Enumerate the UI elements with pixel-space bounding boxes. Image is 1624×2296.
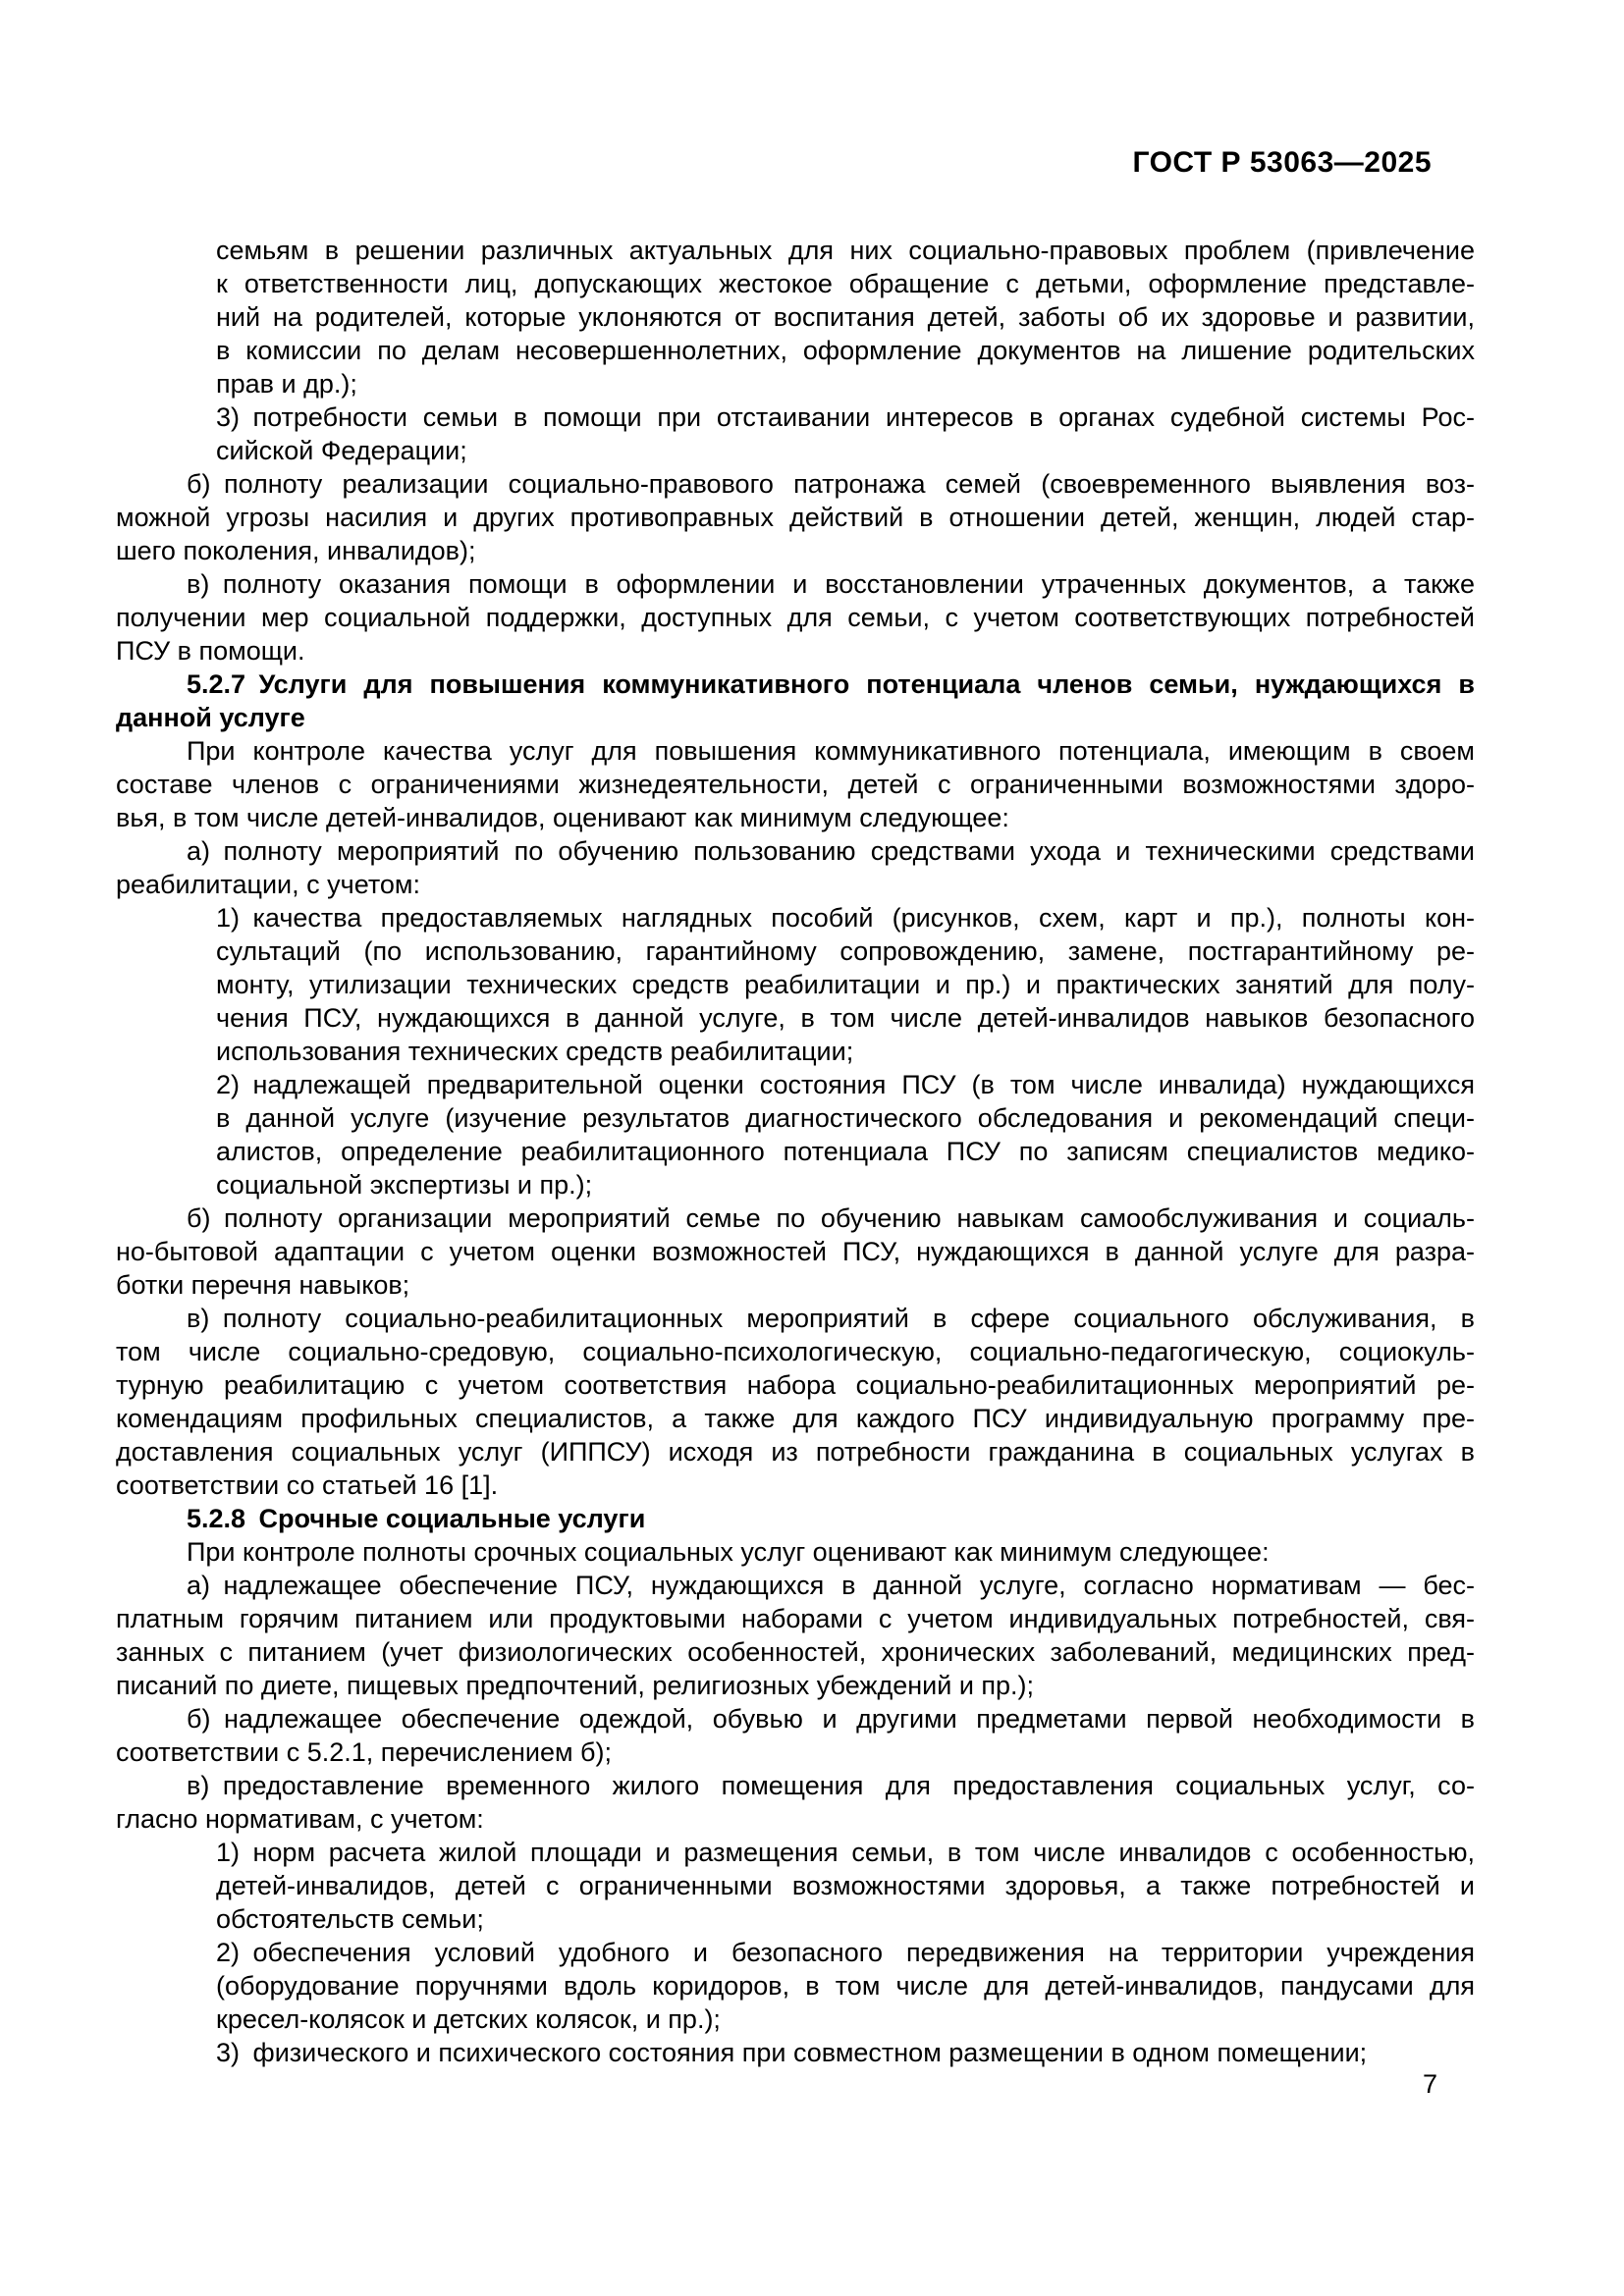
text-line: в данной услуге (изучение результатов диагностического обследования и рекомендаций специ- xyxy=(216,1103,1475,1133)
paragraph xyxy=(216,2036,1475,2069)
paragraph xyxy=(116,1302,1475,1502)
text-line: При контроле полноты срочных социальных услуг оценивают как минимум следующее: xyxy=(187,1537,1270,1567)
text-line: 1) норм расчета жилой площади и размещения семьи, в том числе инвалидов с особенностью, xyxy=(216,1838,1475,1867)
text-line: платным горячим питанием или продуктовыми наборами с учетом индивидуальных потребностей, свя- xyxy=(116,1604,1475,1633)
paragraph xyxy=(116,734,1475,834)
text-line: получении мер социальной поддержки, доступных для семьи, с учетом соответствующих потребностей xyxy=(116,603,1475,632)
text-line: турную реабилитацию с учетом соответствия набора социально-реабилитационных мероприятий ре- xyxy=(116,1370,1475,1400)
text-line: занных с питанием (учет физиологических особенностей, хронических заболеваний, медицинских пред- xyxy=(116,1637,1475,1667)
text-line: составе членов с ограничениями жизнедеятельности, детей с ограниченными возможностями здоро- xyxy=(116,770,1475,799)
text-line: социальной экспертизы и пр.); xyxy=(216,1170,593,1200)
paragraph xyxy=(116,1569,1475,1702)
paragraph xyxy=(216,1936,1475,2036)
text-line: алистов, определение реабилитационного потенциала ПСУ по записям специалистов медико- xyxy=(216,1137,1475,1166)
text-line: 2) обеспечения условий удобного и безопасного передвижения на территории учреждения xyxy=(216,1938,1475,1967)
text-line: в) полноту оказания помощи в оформлении и восстановлении утраченных документов, а также xyxy=(187,569,1475,599)
section-heading xyxy=(116,1502,1475,1535)
text-line: ботки перечня навыков; xyxy=(116,1270,410,1300)
text-line: ПСУ в помощи. xyxy=(116,636,305,666)
standard-designation: ГОСТ Р 53063—2025 xyxy=(1132,146,1432,179)
text-line: кресел-колясок и детских колясок, и пр.); xyxy=(216,2004,721,2034)
paragraph xyxy=(116,1201,1475,1302)
text-line: но-бытовой адаптации с учетом оценки возможностей ПСУ, нуждающихся в данной услуге для разра- xyxy=(116,1237,1475,1266)
text-line: использования технических средств реабилитации; xyxy=(216,1037,854,1066)
text-line: данной услуге xyxy=(116,703,305,732)
page-footer xyxy=(116,2067,1437,2101)
text-line: можной угрозы насилия и других противоправных действий в отношении детей, женщин, людей стар- xyxy=(116,503,1475,532)
text-line: чения ПСУ, нуждающихся в данной услуге, в том числе детей-инвалидов навыков безопасного xyxy=(216,1003,1475,1033)
paragraph xyxy=(116,467,1475,567)
text-line: в) предоставление временного жилого помещения для предоставления социальных услуг, со- xyxy=(187,1771,1475,1800)
text-line: в) полноту социально-реабилитационных мероприятий в сфере социального обслуживания, в xyxy=(187,1304,1475,1333)
document-body xyxy=(116,234,1475,2069)
text-line: писаний по диете, пищевых предпочтений, религиозных убеждений и пр.); xyxy=(116,1671,1035,1700)
paragraph xyxy=(216,901,1475,1068)
paragraph xyxy=(116,567,1475,667)
text-line: сийской Федерации; xyxy=(216,436,467,465)
text-line: обстоятельств семьи; xyxy=(216,1904,484,1934)
text-line: 5.2.8 Срочные социальные услуги xyxy=(187,1504,646,1533)
text-line: 2) надлежащей предварительной оценки состояния ПСУ (в том числе инвалида) нуждающихся xyxy=(216,1070,1475,1099)
paragraph xyxy=(116,1769,1475,1836)
text-line: детей-инвалидов, детей с ограниченными возможностями здоровья, а также потребностей и xyxy=(216,1871,1475,1900)
text-line: (оборудование поручнями вдоль коридоров, в том числе для детей-инвалидов, пандусами для xyxy=(216,1971,1475,2001)
text-line: ний на родителей, которые уклоняются от воспитания детей, заботы об их здоровье и развитии, xyxy=(216,302,1475,332)
paragraph xyxy=(216,234,1475,400)
text-line: соответствии с 5.2.1, перечислением б); xyxy=(116,1737,612,1767)
text-line: б) надлежащее обеспечение одеждой, обувью и другими предметами первой необходимости в xyxy=(187,1704,1475,1734)
text-line: а) полноту мероприятий по обучению пользованию средствами ухода и техническими средствами xyxy=(187,836,1475,866)
text-line: б) полноту организации мероприятий семье по обучению навыкам самообслуживания и социаль- xyxy=(187,1203,1475,1233)
text-line: вья, в том числе детей-инвалидов, оценивают как минимум следующее: xyxy=(116,803,1009,832)
text-line: 3) потребности семьи в помощи при отстаивании интересов в органах судебной системы Рос- xyxy=(216,402,1475,432)
paragraph xyxy=(116,834,1475,901)
text-line: прав и др.); xyxy=(216,369,357,399)
text-line: 5.2.7 Услуги для повышения коммуникативного потенциала членов семьи, нуждающихся в xyxy=(187,669,1475,699)
text-line: а) надлежащее обеспечение ПСУ, нуждающихся в данной услуге, согласно нормативам — бес- xyxy=(187,1571,1475,1600)
text-line: к ответственности лиц, допускающих жестокое обращение с детьми, оформление представле- xyxy=(216,269,1475,298)
paragraph xyxy=(116,1702,1475,1769)
text-line: б) полноту реализации социально-правового патронажа семей (своевременного выявления воз- xyxy=(187,469,1475,499)
text-line: сультаций (по использованию, гарантийному сопровождению, замене, постгарантийному ре- xyxy=(216,936,1475,966)
text-line: 1) качества предоставляемых наглядных пособий (рисунков, схем, карт и пр.), полноты кон- xyxy=(216,903,1475,933)
text-line: гласно нормативам, с учетом: xyxy=(116,1804,484,1834)
paragraph xyxy=(216,1836,1475,1936)
text-line: соответствии со статьей 16 [1]. xyxy=(116,1470,499,1500)
page-number: 7 xyxy=(1422,2069,1437,2099)
text-line: в комиссии по делам несовершеннолетних, оформление документов на лишение родительских xyxy=(216,336,1475,365)
text-line: том числе социально-средовую, социально-психологическую, социально-педагогическую, социокуль- xyxy=(116,1337,1475,1366)
text-line: шего поколения, инвалидов); xyxy=(116,536,476,565)
text-line: семьям в решении различных актуальных для них социально-правовых проблем (привлечение xyxy=(216,236,1475,265)
section-heading xyxy=(116,667,1475,734)
paragraph xyxy=(116,1535,1475,1569)
text-line: монту, утилизации технических средств реабилитации и пр.) и практических занятий для полу- xyxy=(216,970,1475,999)
text-line: реабилитации, с учетом: xyxy=(116,870,420,899)
paragraph xyxy=(216,1068,1475,1201)
text-line: комендациям профильных специалистов, а также для каждого ПСУ индивидуальную программу пре- xyxy=(116,1404,1475,1433)
text-line: 3) физического и психического состояния при совместном размещении в одном помещении; xyxy=(216,2038,1368,2067)
text-line: доставления социальных услуг (ИППСУ) исходя из потребности гражданина в социальных услугах в xyxy=(116,1437,1475,1467)
text-line: При контроле качества услуг для повышения коммуникативного потенциала, имеющим в своем xyxy=(187,736,1475,766)
paragraph xyxy=(216,400,1475,467)
